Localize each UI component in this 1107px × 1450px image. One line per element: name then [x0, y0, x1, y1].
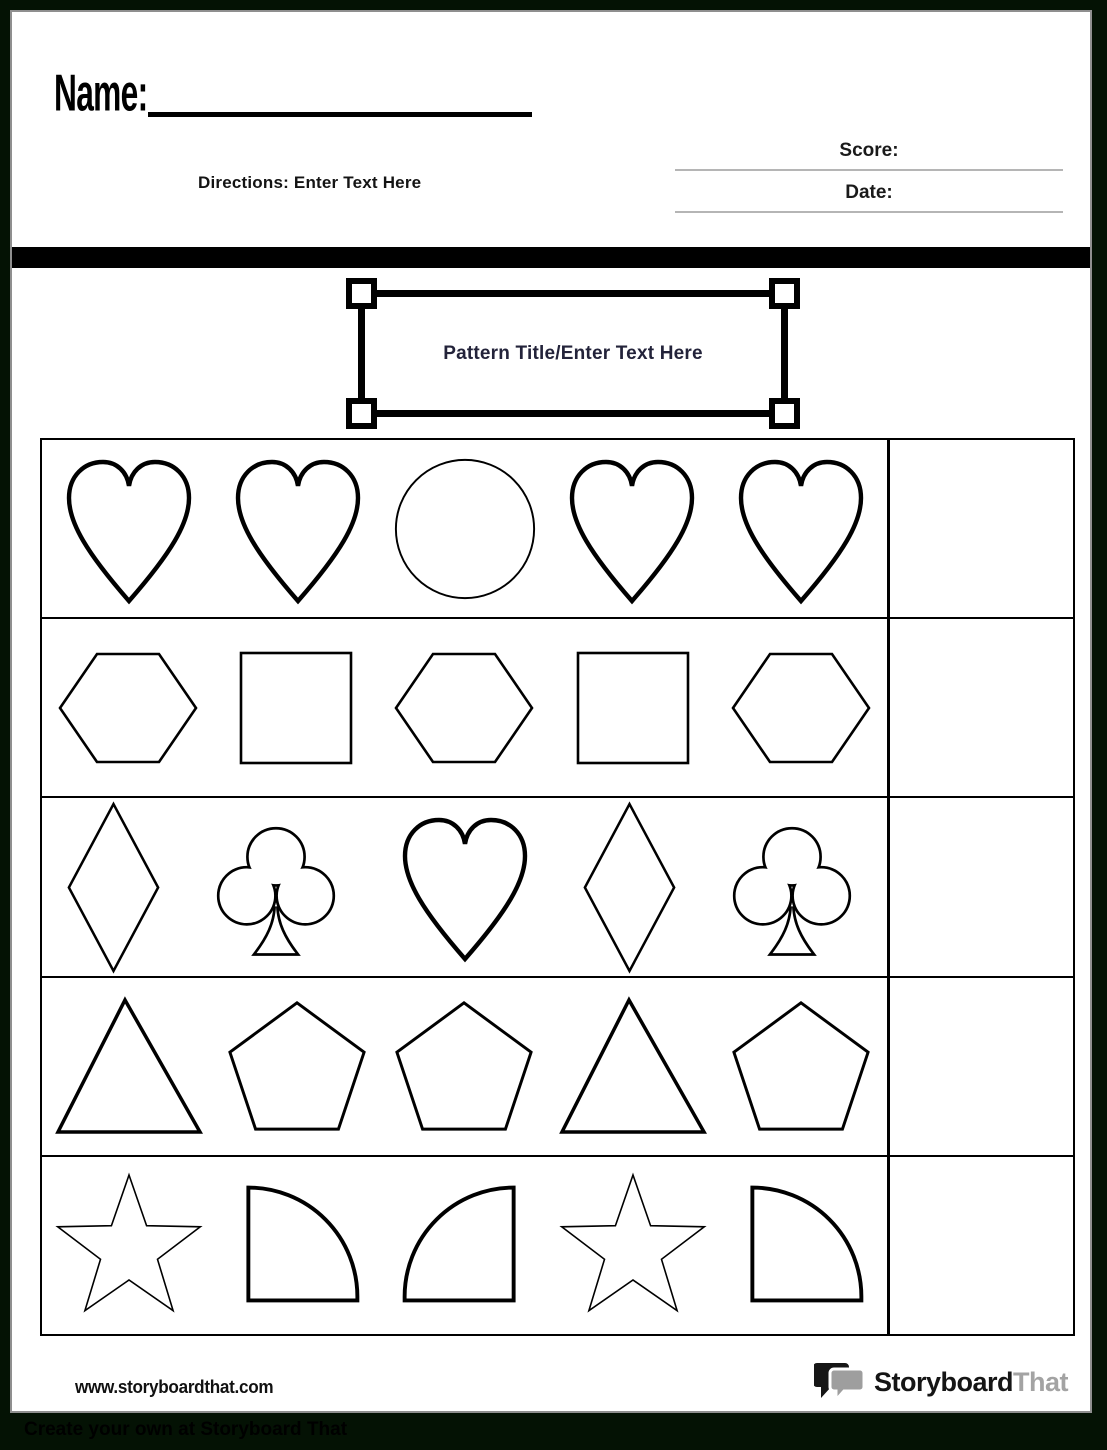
heart-shape	[557, 449, 707, 609]
heart-shape	[726, 449, 876, 609]
quarter-circle-shape	[729, 1172, 875, 1318]
directions-text[interactable]: Directions: Enter Text Here	[198, 173, 422, 192]
frame-corner-icon	[346, 398, 377, 429]
pattern-cell	[42, 1157, 887, 1334]
pattern-cell	[42, 798, 887, 975]
heart-shape	[54, 449, 204, 609]
frame-corner-icon	[769, 278, 800, 309]
square-shape	[221, 633, 371, 783]
heart-shape	[223, 449, 373, 609]
frame-corner-icon	[346, 278, 377, 309]
answer-cell[interactable]	[887, 619, 1073, 796]
date-label: Date:	[845, 182, 893, 203]
name-fill-line	[148, 112, 532, 117]
name-label: Name:	[54, 65, 148, 123]
website-text: www.storyboardthat.com	[75, 1376, 274, 1397]
table-row	[42, 440, 1073, 617]
table-row	[42, 796, 1073, 975]
diamond-shape	[581, 800, 678, 975]
date-fill-line	[675, 211, 1063, 213]
table-row	[42, 976, 1073, 1155]
triangle-shape	[54, 991, 204, 1141]
pentagon-shape	[390, 992, 538, 1140]
score-fill-line	[675, 169, 1063, 171]
table-row	[42, 617, 1073, 796]
quarter-circle-shape	[225, 1172, 371, 1318]
logo-text-primary: Storyboard	[873, 1366, 1013, 1397]
pattern-cell	[42, 978, 887, 1155]
pattern-title[interactable]: Pattern Title/Enter Text Here	[443, 342, 703, 364]
speech-bubbles-icon	[814, 1360, 866, 1404]
pattern-title-frame	[358, 290, 788, 417]
hexagon-shape	[389, 633, 539, 783]
circle-shape	[392, 456, 538, 602]
storyboardthat-logo	[814, 1360, 1068, 1404]
diamond-shape	[65, 800, 162, 975]
club-shape	[203, 814, 349, 960]
star-shape	[54, 1170, 204, 1320]
answer-cell[interactable]	[887, 1157, 1073, 1334]
score-date-block	[675, 140, 1063, 224]
worksheet-page	[10, 10, 1092, 1413]
answer-cell[interactable]	[887, 798, 1073, 975]
square-shape	[558, 633, 708, 783]
logo-text-secondary: That	[1013, 1366, 1068, 1397]
quarter-circle-mirrored-shape	[391, 1172, 537, 1318]
star-shape	[558, 1170, 708, 1320]
hexagon-shape	[53, 633, 203, 783]
bottom-bar-text: Create your own at Storyboard That	[24, 1419, 348, 1440]
pentagon-shape	[727, 992, 875, 1140]
frame-corner-icon	[769, 398, 800, 429]
answer-cell[interactable]	[887, 440, 1073, 617]
divider-bar	[12, 247, 1090, 268]
heart-shape	[390, 807, 540, 967]
pattern-cell	[42, 440, 887, 617]
pentagon-shape	[223, 992, 371, 1140]
answer-cell[interactable]	[887, 978, 1073, 1155]
pattern-table	[40, 438, 1075, 1336]
hexagon-shape	[726, 633, 876, 783]
pattern-cell	[42, 619, 887, 796]
club-shape	[719, 814, 865, 960]
score-label: Score:	[839, 140, 899, 161]
table-row	[42, 1155, 1073, 1334]
triangle-shape	[558, 991, 708, 1141]
